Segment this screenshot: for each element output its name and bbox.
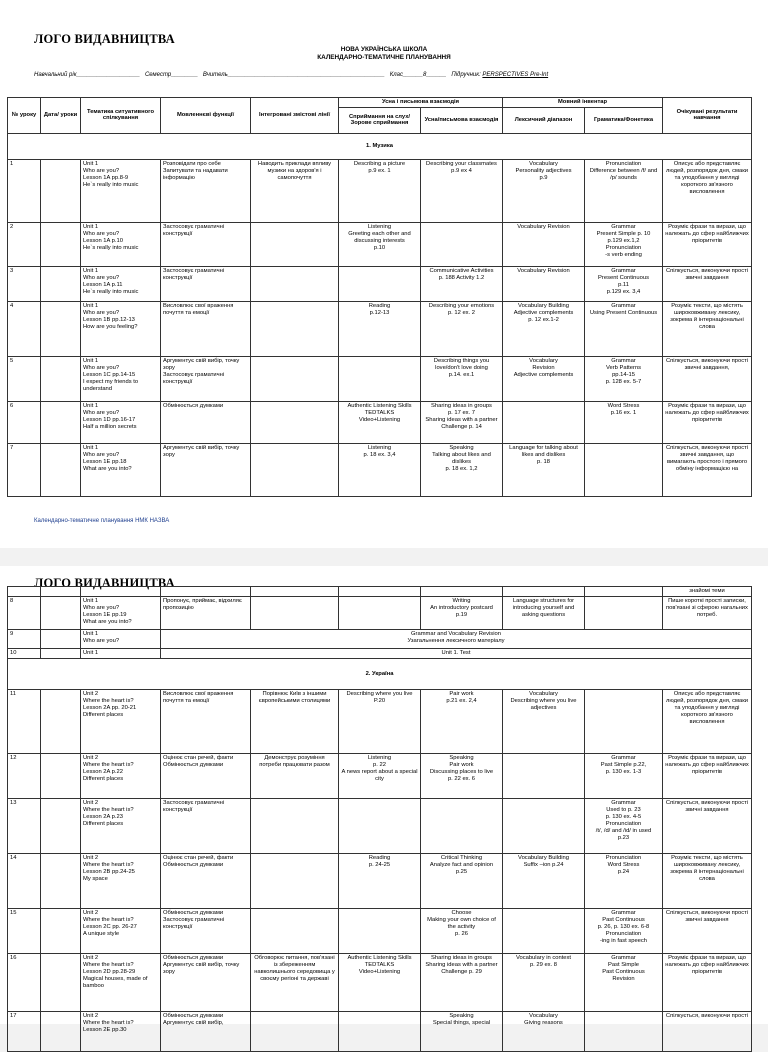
table-row [8,754,752,799]
lesson-topic: Unit 1 Who are you? Lesson 1E pp.18 What are you into? [81,443,161,496]
lesson-date[interactable] [41,954,81,1012]
header-grammar: Граматика/Фонетика [585,107,663,133]
integrated-lines [251,222,339,266]
plan-title: КАЛЕНДАРНО-ТЕМАТИЧНЕ ПЛАНУВАННЯ [317,54,451,61]
reception [339,1012,421,1052]
grammar-phonetics: Grammar Verb Patterns pp.14-15 p. 128 ex. 5-7 [585,356,663,401]
speech-functions: Розповідати про себе Запитувати та надавати інформацію [161,159,251,222]
plan-table-page-2 [7,586,752,1052]
section-title: 2. Україна [8,659,752,690]
grammar-phonetics: Grammar Past Simple p.22, p. 130 ex. 1-3 [585,754,663,799]
table-row [8,1012,752,1052]
grammar-phonetics [585,1012,663,1052]
lesson-topic: Unit 1 Who are you? Lesson 1A p.11 He`s really into music [81,266,161,301]
speech-functions: Обмінюється думками [161,401,251,443]
oral-interaction: Describing things you love/don't love doing p.14. ex.1 [421,356,503,401]
expected-results: Розуміє фрази та вирази, що належать до сфер найближчих пріоритетів [663,401,752,443]
header-num: № уроку [8,98,41,134]
meta-line [34,72,548,78]
expected-results: Описує або представляє людей, розпорядок дня, смаки та уподобання у вигляді короткого зв'язного висловлення [663,690,752,754]
meta-semester: Семестр________ [144,72,198,78]
table-row [8,443,752,496]
lesson-date[interactable] [41,356,81,401]
header-date: Дата/ уроки [41,98,81,134]
publisher-logo: ЛОГО ВИДАВНИЦТВА [34,576,175,590]
integrated-lines: Наводить приклади впливу музики на здоров'я і самопочуття [251,159,339,222]
header-lexical: Лексичний діапазон [503,107,585,133]
lesson-number: 13 [8,799,41,854]
reception: Listening p. 22 A news report about a special city [339,754,421,799]
oral-interaction: Sharing ideas in groups Sharing ideas with a partner Challenge p. 29 [421,954,503,1012]
integrated-lines: Демонструє розуміння потреби працювати разом [251,754,339,799]
lexical-range: Language for talking about likes and dislikes p. 18 [503,443,585,496]
reception [339,799,421,854]
header-results: Очікувані результати навчання [663,98,752,134]
integrated-lines [251,401,339,443]
expected-results: Спілкується, виконуючи прості звичні завдання [663,799,752,854]
reception: Describing where you live P.20 [339,690,421,754]
integrated-lines [251,597,339,630]
integrated-lines [251,854,339,909]
merged-content: Grammar and Vocabulary Revision Узагальнення лексичного матеріалу [161,630,752,649]
lesson-topic: Unit 2 Where the heart is? Lesson 2A p.23 Different places [81,799,161,854]
grammar-phonetics [585,597,663,630]
reception: Authentic Listening Skills TEDTALKS Video+Listening [339,954,421,1012]
speech-functions: Обмінюється думками Аргументує свій вибір, [161,1012,251,1052]
header-speech-functions: Мовленнєві функції [161,98,251,134]
lesson-date[interactable] [41,159,81,222]
lesson-topic: Unit 2 Where the heart is? Lesson 2A pp. 20-21 Different places [81,690,161,754]
grammar-phonetics: Word Stress p.16 ex. 1 [585,401,663,443]
lesson-topic: Unit 2 Where the heart is? Lesson 2E pp.30 [81,1012,161,1052]
table-row [8,401,752,443]
carry-over-text: знайомі теми [663,587,752,597]
integrated-lines: Порівнює Київ з іншими європейськими столицями [251,690,339,754]
expected-results: Розуміє тексти, що містять широковживану лексику, зокрема й інтернаціональні слова [663,301,752,356]
oral-interaction: Critical Thinking Analyze fact and opinion p.25 [421,854,503,909]
table-row [8,266,752,301]
table-row [8,597,752,630]
footer-link[interactable]: Календарно-тематичне планування НМК НАЗВА [34,518,170,524]
lesson-topic: Unit 1 Who are you? Lesson 1A p.10 He`s really into music [81,222,161,266]
lesson-number: 8 [8,597,41,630]
lesson-date[interactable] [41,909,81,954]
lesson-topic: Unit 1 Who are you? Lesson 1E pp.19 What are you into? [81,597,161,630]
expected-results: Спілкується, виконуючи прості [663,1012,752,1052]
grammar-phonetics: Grammar Past Continuous p. 26, p. 130 ex. 6-8 Pronunciation -ing in fast speech [585,909,663,954]
table-row [8,649,752,659]
oral-interaction: Speaking Special things, special [421,1012,503,1052]
lesson-number: 7 [8,443,41,496]
speech-functions: Висловлює свої враження почуття та емоції [161,690,251,754]
lesson-date[interactable] [41,630,81,649]
lesson-topic: Unit 1 Who are you? Lesson 1A pp.8-9 He`s really into music [81,159,161,222]
reception [339,356,421,401]
meta-teacher: Вчитель_______________________________________________ [202,72,385,78]
lesson-number: 14 [8,854,41,909]
table-row [8,159,752,222]
grammar-phonetics [585,690,663,754]
lesson-date[interactable] [41,301,81,356]
lexical-range: Vocabulary Building Adjective complements p. 12 ex.1-2 [503,301,585,356]
oral-interaction: Sharing ideas in groups p. 17 ex. 7 Sharing ideas with a partner Challenge p. 14 [421,401,503,443]
grammar-phonetics: Pronunciation Difference between /f/ and /p/ sounds [585,159,663,222]
oral-interaction: Pair work p.21 ex. 2,4 [421,690,503,754]
oral-interaction: Communicative Activities p. 188 Activity 1.2 [421,266,503,301]
lesson-date[interactable] [41,266,81,301]
table-row [8,799,752,854]
lesson-topic: Unit 2 Where the heart is? Lesson 2B pp.24-25 My space [81,854,161,909]
lexical-range: Vocabulary Revision Adjective complements [503,356,585,401]
lesson-number: 5 [8,356,41,401]
lesson-date[interactable] [41,799,81,854]
lesson-date[interactable] [41,597,81,630]
grammar-phonetics: Grammar Past Simple Past Continuous Revision [585,954,663,1012]
lesson-topic: Unit 1 Who are you? [81,630,161,649]
reception: Describing a picture p.9 ex. 1 [339,159,421,222]
lexical-range [503,909,585,954]
speech-functions: Оцінює стан речей, факти Обмінюється думками [161,754,251,799]
merged-content: Unit 1. Test [161,649,752,659]
lesson-number: 10 [8,649,41,659]
lesson-number: 9 [8,630,41,649]
lesson-date[interactable] [41,401,81,443]
integrated-lines [251,1012,339,1052]
expected-results: Розуміє тексти, що містять широковживану лексику, зокрема й інтернаціональні слова [663,854,752,909]
lesson-topic: Unit 1 Who are you? Lesson 1C pp.14-15 I expect my friends to understand [81,356,161,401]
header-integrated: Інтегровані змістові лінії [251,98,339,134]
lexical-range: Vocabulary in context p. 29 ex. 8 [503,954,585,1012]
integrated-lines [251,301,339,356]
expected-results: Спілкується, виконуючи прості звичні завдання, що вимагають простого і прямого обміну інформацією на [663,443,752,496]
reception: Listening p. 18 ex. 3,4 [339,443,421,496]
table-row [8,954,752,1012]
reception [339,597,421,630]
speech-functions: Висловлює свої враження почуття та емоції [161,301,251,356]
header-topic: Тематика ситуативного спілкування [81,98,161,134]
oral-interaction: Speaking Talking about likes and dislikes p. 18 ex. 1,2 [421,443,503,496]
carry-over-row [8,587,752,597]
lesson-number: 2 [8,222,41,266]
speech-functions: Обмінюється думками Аргументує свій вибір, точку зору [161,954,251,1012]
oral-interaction [421,799,503,854]
reception: Reading p. 24-25 [339,854,421,909]
table-row [8,222,752,266]
lesson-date[interactable] [41,854,81,909]
integrated-lines [251,356,339,401]
lesson-number: 3 [8,266,41,301]
lesson-topic: Unit 1 [81,649,161,659]
lesson-number: 6 [8,401,41,443]
speech-functions: Застосовує граматичні конструкції [161,222,251,266]
integrated-lines: Обговорює питання, пов'язані із збереженням навколишнього середовища у своєму регіоні та державі [251,954,339,1012]
lexical-range: Vocabulary Revision [503,222,585,266]
reception [339,909,421,954]
lexical-range: Vocabulary Building Suffix –ion p.24 [503,854,585,909]
header-oral: Усна/письмова взаємодія [421,107,503,133]
document-page-2 [0,566,768,1033]
lexical-range: Language structures for introducing yourself and asking questions [503,597,585,630]
plan-table-page-1 [7,97,752,497]
speech-functions: Оцінює стан речей, факти Обмінюється думками [161,854,251,909]
oral-interaction: Writing An introductory postcard p.19 [421,597,503,630]
speech-functions: Пропонує, приймає, відхиляє пропозицію [161,597,251,630]
lesson-number: 16 [8,954,41,1012]
oral-interaction [421,222,503,266]
table-row [8,909,752,954]
grammar-phonetics [585,443,663,496]
lexical-range: Vocabulary Giving reasons [503,1012,585,1052]
lesson-date[interactable] [41,690,81,754]
reception [339,266,421,301]
oral-interaction: Speaking Pair work Discussing places to live p. 22 ex. 6 [421,754,503,799]
section-row [8,133,752,159]
lesson-topic: Unit 1 Who are you? Lesson 1B pp.12-13 How are you feeling? [81,301,161,356]
table-row [8,630,752,649]
expected-results: Спілкується, виконуючи прості звичні завдання [663,266,752,301]
section-title-music: 1. Музика [8,133,752,159]
meta-year: Навчальний рік___________________ [34,72,140,78]
reception: Authentic Listening Skills TEDTALKS Video+Listening [339,401,421,443]
lexical-range [503,401,585,443]
lesson-date[interactable] [41,222,81,266]
reception: Listening Greeting each other and discussing interests p.10 [339,222,421,266]
speech-functions: Застосовує граматичні конструкції [161,266,251,301]
expected-results: Спілкується, виконуючи прості звичні завдання, [663,356,752,401]
lesson-date[interactable] [41,443,81,496]
oral-interaction: Choose Making your own choice of the activity p. 26 [421,909,503,954]
lexical-range: Vocabulary Revision [503,266,585,301]
oral-interaction: Describing your classmates p.9 ex 4 [421,159,503,222]
speech-functions: Аргументує свій вибір, точку зору [161,443,251,496]
header-reception: Сприймання на слух/Зорове сприймання [339,107,421,133]
lexical-range: Vocabulary Personality adjectives p.9 [503,159,585,222]
integrated-lines [251,443,339,496]
lesson-date[interactable] [41,1012,81,1052]
grammar-phonetics: Pronunciation Word Stress p.24 [585,854,663,909]
section-row [8,659,752,690]
meta-textbook-label: Підручник: [451,72,481,78]
grammar-phonetics: Grammar Present Continuous p.11 p.129 ex. 3,4 [585,266,663,301]
publisher-logo: ЛОГО ВИДАВНИЦТВА [34,32,175,46]
lexical-range [503,754,585,799]
expected-results: Розуміє фрази та вирази, що належать до сфер найближчих пріоритетів [663,222,752,266]
lesson-topic: Unit 2 Where the heart is? Lesson 2C pp. 26-27 A unique style [81,909,161,954]
table-row [8,854,752,909]
lesson-date[interactable] [41,754,81,799]
speech-functions: Обмінюється думками Застосовує граматичні конструкції [161,909,251,954]
grammar-phonetics: Grammar Used to p. 23 p. 130 ex. 4-5 Pronunciation /t/, /d/ and /id/ in used p.23 [585,799,663,854]
expected-results: Описує або представляє людей, розпорядок дня, смаки та уподобання у вигляді короткого зв'язного висловлення [663,159,752,222]
expected-results: Пише короткі прості записки, пов'язані зі сферою нагальних потреб. [663,597,752,630]
school-title: НОВА УКРАЇНСЬКА ШКОЛА [340,46,428,53]
speech-functions: Аргументує свій вибір, точку зору Застосовує граматичні конструкції [161,356,251,401]
table-row [8,356,752,401]
lesson-topic: Unit 1 Who are you? Lesson 1D pp.16-17 Half a million secrets [81,401,161,443]
lexical-range: Vocabulary Describing where you live adjectives [503,690,585,754]
meta-class: Клас______8______ [389,72,447,78]
lesson-number: 17 [8,1012,41,1052]
lesson-number: 15 [8,909,41,954]
header-language-group: Мовний інвентар [503,98,663,108]
lesson-number: 12 [8,754,41,799]
reception: Reading p.12-13 [339,301,421,356]
lesson-topic: Unit 2 Where the heart is? Lesson 2A p.22 Different places [81,754,161,799]
integrated-lines [251,266,339,301]
integrated-lines [251,909,339,954]
table-row [8,301,752,356]
header-oral-group: Усна і письмова взаємодія [339,98,503,108]
speech-functions: Застосовує граматичні конструкції [161,799,251,854]
grammar-phonetics: Grammar Using Present Continuous [585,301,663,356]
meta-textbook: PERSPECTIVES Pre-Int [482,72,549,78]
integrated-lines [251,799,339,854]
expected-results: Розуміє фрази та вирази, що належать до сфер найближчих пріоритетів [663,954,752,1012]
lesson-topic: Unit 2 Where the heart is? Lesson 2D pp.28-29 Magical houses, made of bamboo [81,954,161,1012]
grammar-phonetics: Grammar Present Simple p. 10 p.129 ex.1,2 Pronunciation -s verb ending [585,222,663,266]
lesson-number: 11 [8,690,41,754]
expected-results: Розуміє фрази та вирази, що належать до сфер найближчих пріоритетів [663,754,752,799]
lesson-number: 1 [8,159,41,222]
oral-interaction: Describing your emotions p. 12 ex. 2 [421,301,503,356]
table-row [8,690,752,754]
lesson-date[interactable] [41,649,81,659]
expected-results: Спілкується, виконуючи прості звичні завдання [663,909,752,954]
lexical-range [503,799,585,854]
lesson-number: 4 [8,301,41,356]
